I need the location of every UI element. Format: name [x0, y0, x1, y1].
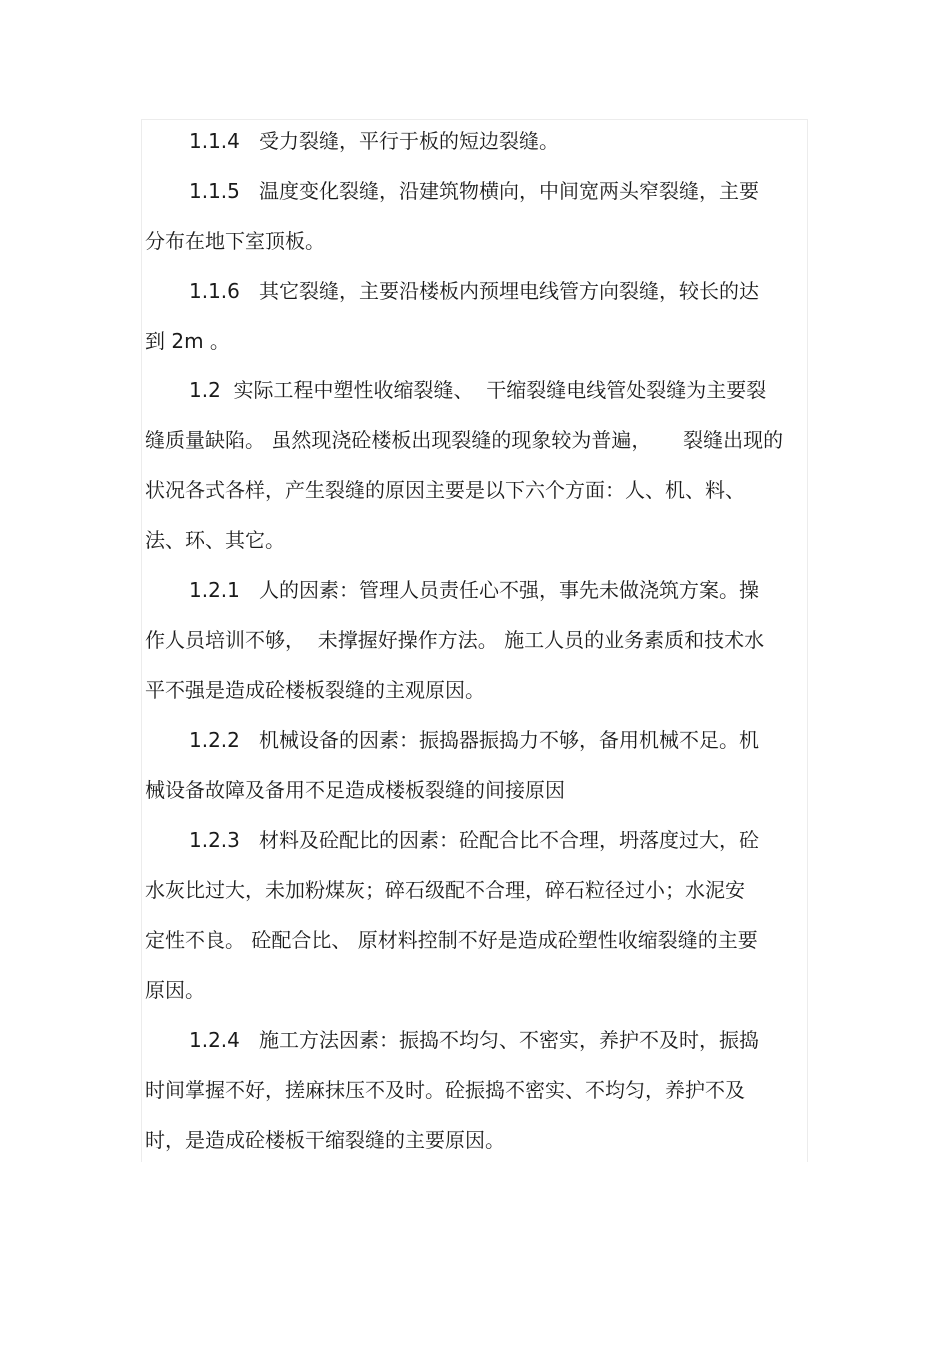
text-line-1-2-1: 1.2.1 人的因素：管理人员责任心不强，事先未做浇筑方案。操 [189, 578, 759, 602]
text-line-1-1-6-cont: 到 2m 。 [145, 329, 230, 353]
text-line-1-2-cont-2: 状况各式各样，产生裂缝的原因主要是以下六个方面：人、机、料、 [145, 478, 745, 502]
text-line-1-2-3-cont-3: 原因。 [145, 978, 205, 1002]
text-line-1-2-4: 1.2.4 施工方法因素：振捣不均匀、不密实，养护不及时，振捣 [189, 1028, 759, 1052]
text-line-1-1-4: 1.1.4 受力裂缝，平行于板的短边裂缝。 [189, 129, 559, 153]
text-line-1-2: 1.2 实际工程中塑性收缩裂缝、 干缩裂缝电线管处裂缝为主要裂 [189, 378, 767, 402]
text-line-1-2-4-cont-2: 时，是造成砼楼板干缩裂缝的主要原因。 [145, 1128, 505, 1152]
text-line-1-2-3-cont-2: 定性不良。 砼配合比、 原材料控制不好是造成砼塑性收缩裂缝的主要 [145, 928, 758, 952]
text-line-1-1-5: 1.1.5 温度变化裂缝，沿建筑物横向，中间宽两头窄裂缝，主要 [189, 179, 759, 203]
text-line-1-1-6: 1.1.6 其它裂缝，主要沿楼板内预埋电线管方向裂缝，较长的达 [189, 279, 759, 303]
text-line-1-2-1-cont-1: 作人员培训不够， 未撑握好操作方法。 施工人员的业务素质和技术水 [145, 628, 765, 652]
text-line-1-2-2: 1.2.2 机械设备的因素：振捣器振捣力不够，备用机械不足。机 [189, 728, 759, 752]
text-line-1-1-5-cont: 分布在地下室顶板。 [145, 229, 325, 253]
text-line-1-2-4-cont-1: 时间掌握不好，搓麻抹压不及时。砼振捣不密实、不均匀，养护不及 [145, 1078, 745, 1102]
text-line-1-2-3: 1.2.3 材料及砼配比的因素：砼配合比不合理，坍落度过大，砼 [189, 828, 759, 852]
text-line-1-2-1-cont-2: 平不强是造成砼楼板裂缝的主观原因。 [145, 678, 485, 702]
text-line-1-2-2-cont: 械设备故障及备用不足造成楼板裂缝的间接原因 [145, 778, 565, 802]
text-line-1-2-cont-1: 缝质量缺陷。 虽然现浇砼楼板出现裂缝的现象较为普遍， 裂缝出现的 [145, 428, 784, 452]
text-line-1-2-cont-3: 法、环、其它。 [145, 528, 285, 552]
text-line-1-2-3-cont-1: 水灰比过大，未加粉煤灰；碎石级配不合理，碎石粒径过小；水泥安 [145, 878, 745, 902]
